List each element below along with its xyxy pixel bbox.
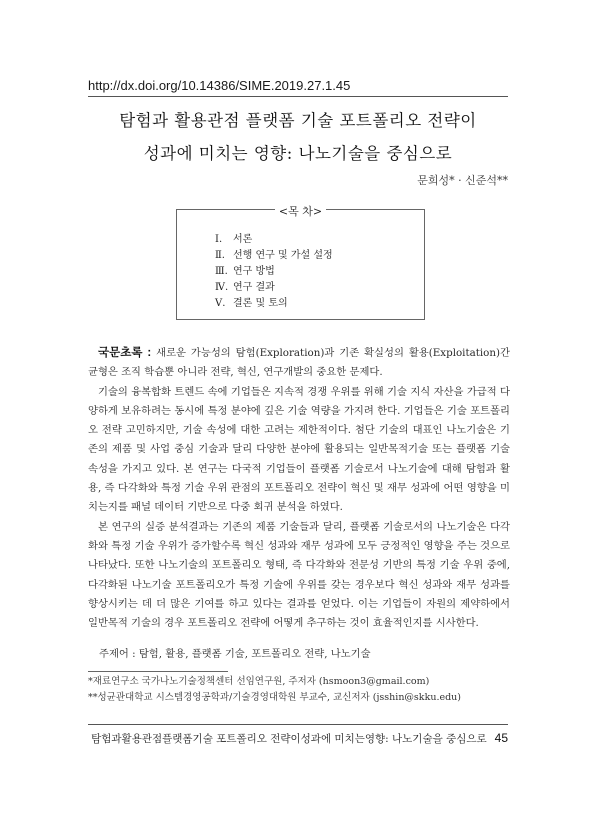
abstract-paragraph-1: 국문초록 : 새로운 가능성의 탐험(Exploration)과 기존 확실성의 활용(Exploitation)간 균형은 조직 학습뿐 아니라 전략, 혁신, 연구개발의 중요한 문제다. bbox=[88, 347, 510, 379]
abstract bbox=[88, 344, 510, 633]
toc-item[interactable]: Ⅳ. 연구 결과 bbox=[215, 282, 275, 293]
running-title: 탐험과활용관점플랫폼기술 포트폴리오 전략이성과에 미치는영향: 나노기술을 중심으로 bbox=[91, 733, 487, 745]
table-of-contents bbox=[176, 205, 425, 320]
header-divider bbox=[88, 96, 508, 97]
toc-list bbox=[215, 232, 333, 312]
page-number: 45 bbox=[494, 731, 508, 745]
footnote-divider bbox=[88, 671, 228, 672]
toc-item[interactable]: Ⅴ. 결론 및 토의 bbox=[215, 298, 288, 309]
paper-title-line1: 탐험과 활용관점 플랫폼 기술 포트폴리오 전략이 bbox=[119, 111, 477, 130]
footnote-2: **성균관대학교 시스템경영공학과/기술경영대학원 부교수, 교신저자 (jsshin@skku.edu) bbox=[88, 692, 461, 703]
paper-title-line2: 성과에 미치는 영향: 나노기술을 중심으로 bbox=[143, 144, 453, 163]
toc-item[interactable]: Ⅱ. 선행 연구 및 가설 설정 bbox=[215, 250, 333, 261]
footnote-1: *재료연구소 국가나노기술정책센터 선임연구원, 주저자 (hsmoon3@gmail.com) bbox=[88, 676, 430, 687]
toc-item[interactable]: Ⅰ. 서론 bbox=[215, 234, 253, 245]
keywords: 주제어 : 탐험, 활용, 플랫폼 기술, 포트폴리오 전략, 나노기술 bbox=[99, 648, 371, 660]
footnotes bbox=[88, 674, 461, 706]
toc-item[interactable]: Ⅲ. 연구 방법 bbox=[215, 266, 275, 277]
page-footer bbox=[88, 731, 508, 746]
authors: 문희성* · 신준석** bbox=[417, 174, 508, 187]
abstract-label: 국문초록 : bbox=[98, 347, 152, 359]
abstract-paragraph-2: 기술의 융복합화 트렌드 속에 기업들은 지속적 경쟁 우위를 위해 기술 지식 자산을 가급적 다양하게 보유하려는 동시에 특정 분야에 깊은 기술 역량을 가지려 한다. 기업들은 기술 포트폴리오 전략 고민하지만, 기술 속성에 대한 고려는 제한적이다. 첨단 기술의 대표인 나노기술은 기존의 제품 및 사업 중심 기술과 달리 다양한 분야에 활용되는 일반목적기술 또는 플랫폼 기술 속성을 가지고 있다. 본 연구는 다국적 기업들이 플랫폼 기술로서 나노기술에 대해 탐험과 활용, 즉 다각화와 특정 기술 우위 관점의 포트폴리오 전략이 혁신 및 재무 성과에 어떤 영향을 미치는지를 패널 데이터 기반으로 다중 회귀 분석을 하였다. bbox=[88, 385, 510, 514]
doi-link[interactable]: http://dx.doi.org/10.14386/SIME.2019.27.1.45 bbox=[88, 78, 351, 93]
footer-divider bbox=[88, 724, 508, 725]
toc-title: <목 차> bbox=[177, 203, 424, 219]
abstract-paragraph-3: 본 연구의 실증 분석결과는 기존의 제품 기술들과 달리, 플랫폼 기술로서의 나노기술은 다각화와 특정 기술 우위가 증가할수록 혁신 성과와 재무 성과에 모두 긍정적인 영향을 주는 것으로 나타났다. 또한 나노기술의 포트폴리오 형태, 즉 다각화와 전문성 기반의 특정 기술 우위 중에, 다각화된 나노기술 포트폴리오가 특정 기술에 우위를 갖는 경우보다 혁신 성과와 재무 성과를 향상시키는 데 더 많은 기여를 하고 있다는 결과를 얻었다. 이는 기업들이 자원의 제약하에서 일반목적 기술의 경우 포트폴리오 전략에 어떻게 추구하는 것이 효율적인지를 시사한다. bbox=[88, 520, 510, 630]
